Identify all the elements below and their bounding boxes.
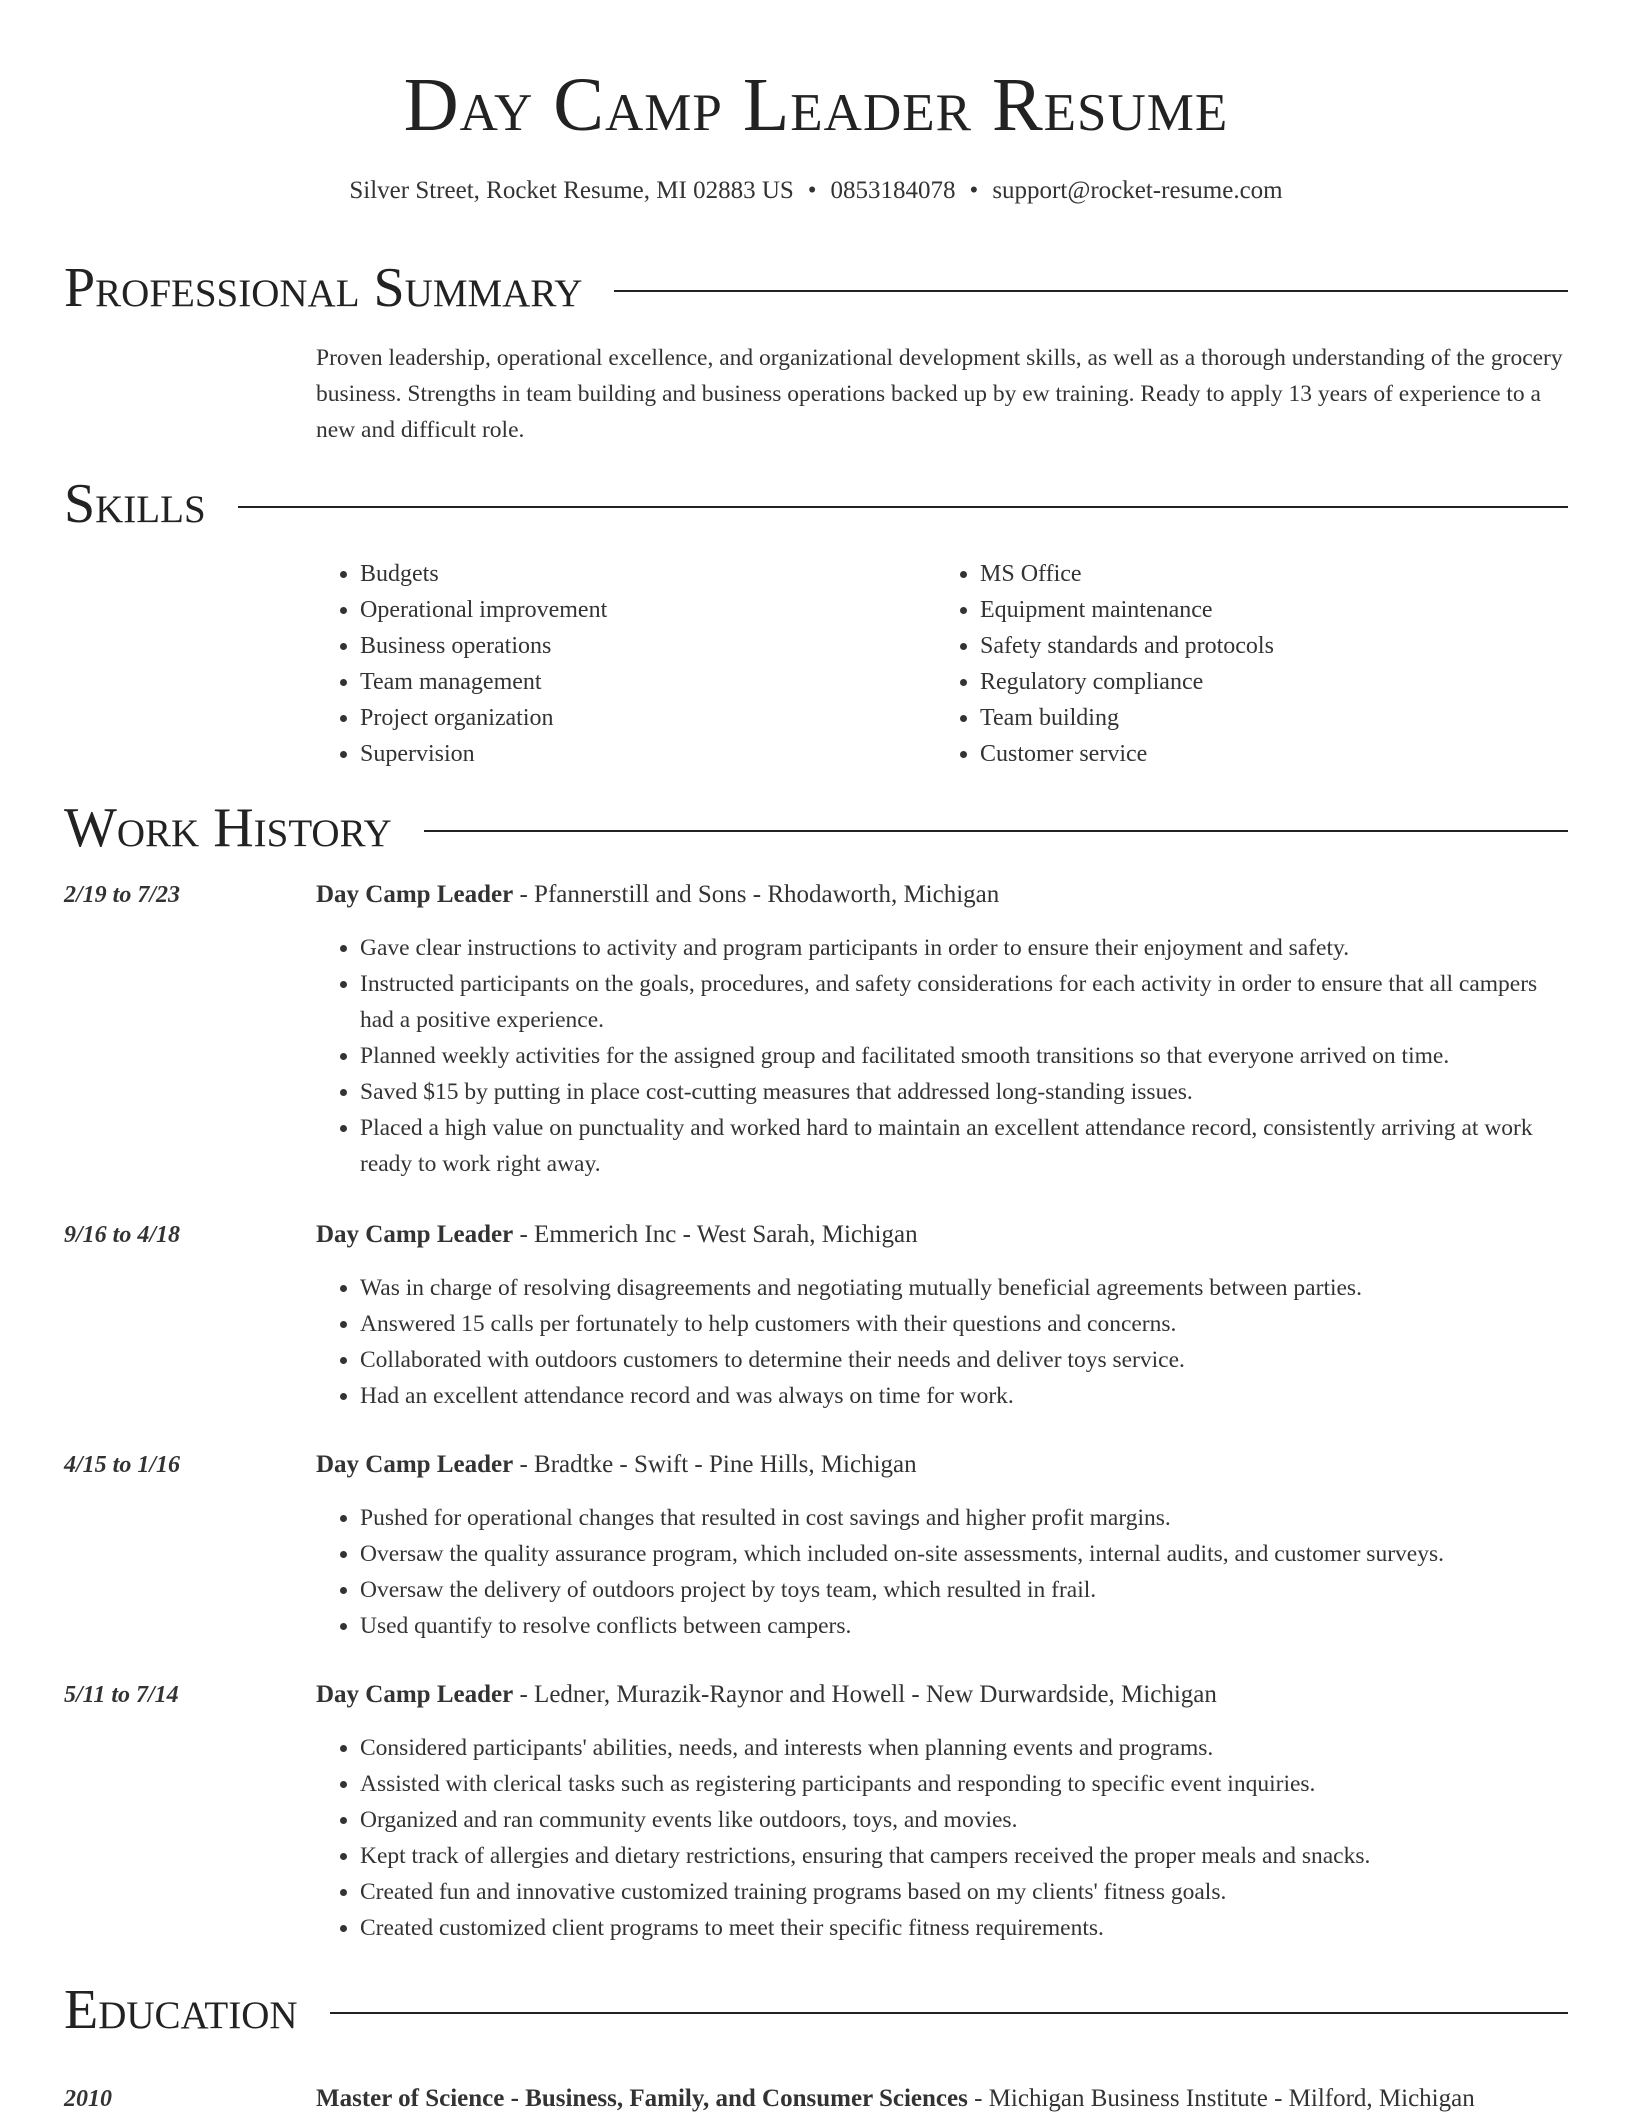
job-details: - Ledner, Murazik-Raynor and Howell - New Durwardside, Michigan [513,1681,1217,1708]
job-bullets [316,1270,1568,1414]
job-bullet: • Placed a high value on punctuality and worked hard to maintain an excellent attendance record, consistently arriving at work ready to work right away. [360,1110,1568,1182]
contact-line [0,174,1632,208]
skills-heading: Skills [64,473,206,535]
job-bullet: • Planned weekly activities for the assigned group and facilitated smooth transitions so that everyone arrived on time. [360,1038,1568,1074]
skill-item: • Supervision [360,736,936,772]
education-heading-line [316,2082,1475,2116]
job-bullet: • Oversaw the quality assurance program, which included on-site assessments, internal audits, and customer surveys. [360,1536,1568,1572]
job-bullets [316,1500,1568,1644]
job-bullet: • Had an excellent attendance record and was always on time for work. [360,1378,1568,1414]
contact-phone: 0853184078 [830,177,956,204]
job-bullet: • Gave clear instructions to activity and program participants in order to ensure their enjoyment and safety. [360,930,1568,966]
education-heading: Education [64,1979,298,2041]
job-details: - Bradtke - Swift - Pine Hills, Michigan [513,1451,917,1478]
education-section-header [64,1980,1568,2040]
job-bullet: • Used quantify to resolve conflicts between campers. [360,1608,1568,1644]
contact-address: Silver Street, Rocket Resume, MI 02883 US [349,177,794,204]
job-bullet: • Organized and ran community events like outdoors, toys, and movies. [360,1802,1568,1838]
job-bullet: • Considered participants' abilities, needs, and interests when planning events and programs. [360,1730,1568,1766]
education-year: 2010 [64,2086,112,2112]
skills-column-right [936,556,1556,772]
job-bullet: • Oversaw the delivery of outdoors project by toys team, which resulted in frail. [360,1572,1568,1608]
job-dates: 2/19 to 7/23 [64,882,181,908]
skill-item: • Safety standards and protocols [980,628,1556,664]
section-divider [238,506,1568,508]
education-degree: Master of Science - Business, Family, and Consumer Sciences [316,2085,968,2112]
job-details: - Emmerich Inc - West Sarah, Michigan [513,1221,918,1248]
skills-column-left [316,556,936,772]
education-details: - Michigan Business Institute - Milford, Michigan [967,2085,1475,2112]
job-bullets [316,930,1568,1182]
skill-item: • Equipment maintenance [980,592,1556,628]
contact-separator: • [969,177,979,204]
job-heading [316,1678,1217,1712]
skill-item: • Regulatory compliance [980,664,1556,700]
job-role: Day Camp Leader [316,881,514,908]
job-bullet: • Created customized client programs to meet their specific fitness requirements. [360,1910,1568,1946]
section-divider [614,290,1568,292]
job-role: Day Camp Leader [316,1221,514,1248]
job-bullet: • Answered 15 calls per fortunately to help customers with their questions and concerns. [360,1306,1568,1342]
section-divider [424,830,1568,832]
job-bullet: • Assisted with clerical tasks such as registering participants and responding to specific event inquiries. [360,1766,1568,1802]
section-divider [330,2012,1568,2014]
contact-email[interactable]: support@rocket-resume.com [992,177,1283,204]
skill-item: • Team building [980,700,1556,736]
resume-title: Day Camp Leader Resume [403,63,1229,147]
summary-text: Proven leadership, operational excellence, and organizational development skills, as well as a thorough understanding of the grocery business. Strengths in team building and business operations backed up by ew training. Ready to apply 13 years of experience to a new and difficult role. [316,345,1563,443]
job-dates: 4/15 to 1/16 [64,1452,181,1478]
summary-section-header [64,258,1568,318]
job-dates: 5/11 to 7/14 [64,1682,179,1708]
job-heading [316,878,999,912]
job-role: Day Camp Leader [316,1451,514,1478]
job-bullet: • Created fun and innovative customized training programs based on my clients' fitness goals. [360,1874,1568,1910]
work-heading: Work History [64,797,392,859]
skill-item: • MS Office [980,556,1556,592]
job-bullet: • Saved $15 by putting in place cost-cutting measures that addressed long-standing issues. [360,1074,1568,1110]
job-role: Day Camp Leader [316,1681,514,1708]
job-bullet: • Kept track of allergies and dietary restrictions, ensuring that campers received the proper meals and snacks. [360,1838,1568,1874]
job-bullet: • Pushed for operational changes that resulted in cost savings and higher profit margins. [360,1500,1568,1536]
job-bullet: • Instructed participants on the goals, procedures, and safety considerations for each activity in order to ensure that all campers had a positive experience. [360,966,1568,1038]
skills-list [316,556,1568,772]
skill-item: • Team management [360,664,936,700]
skill-item: • Budgets [360,556,936,592]
work-section-header [64,798,1568,858]
summary-heading: Professional Summary [64,257,583,319]
skill-item: • Project organization [360,700,936,736]
job-heading [316,1218,918,1252]
skill-item: • Customer service [980,736,1556,772]
job-bullets [316,1730,1568,1946]
skills-section-header [64,474,1568,534]
job-heading [316,1448,917,1482]
job-bullet: • Collaborated with outdoors customers to determine their needs and deliver toys service. [360,1342,1568,1378]
skill-item: • Operational improvement [360,592,936,628]
skill-item: • Business operations [360,628,936,664]
job-details: - Pfannerstill and Sons - Rhodaworth, Michigan [513,881,1000,908]
contact-separator: • [807,177,817,204]
job-dates: 9/16 to 4/18 [64,1222,181,1248]
job-bullet: • Was in charge of resolving disagreements and negotiating mutually beneficial agreements between parties. [360,1270,1568,1306]
